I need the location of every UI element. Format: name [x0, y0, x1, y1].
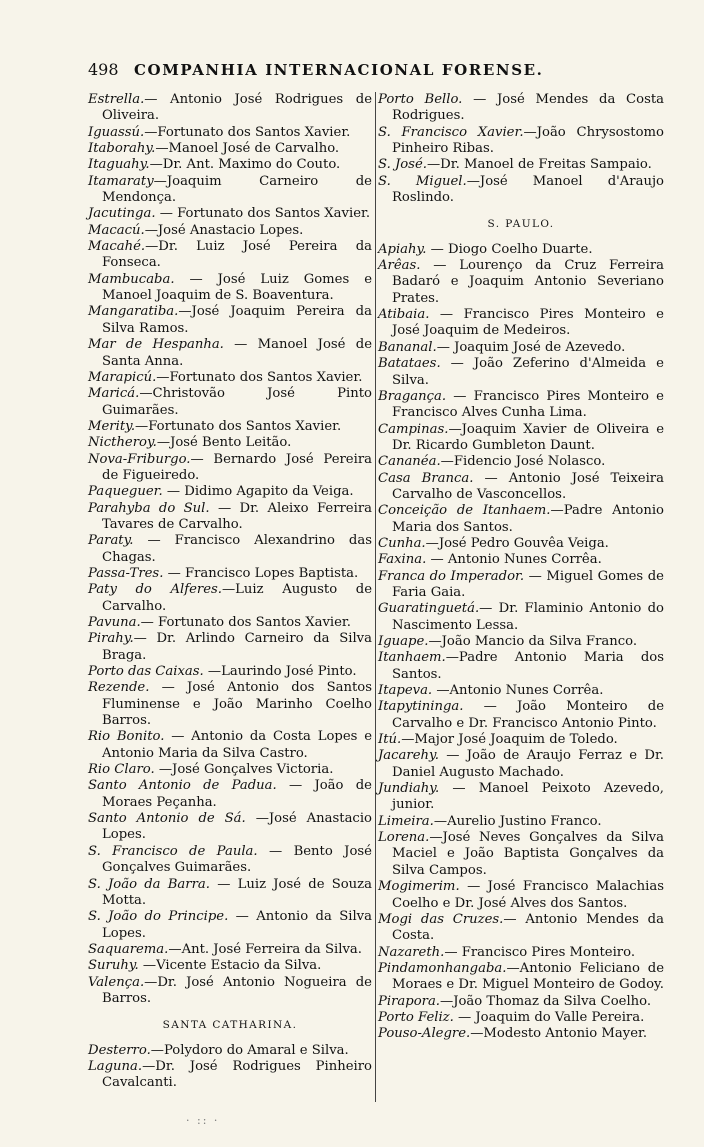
entry-place: Pavuna.	[88, 615, 141, 630]
entry-names: —José Gonçalves Victoria.	[154, 762, 334, 778]
entry-place: Nictheroy.	[88, 435, 157, 451]
entry-place: S. João do Principe.	[88, 909, 229, 925]
entry-names: — Antonio José Rodrigues de Oliveira.	[102, 92, 372, 124]
directory-entry	[378, 258, 664, 307]
entry-place: Jacarehy.	[378, 748, 439, 764]
entry-place: Itú.	[378, 732, 402, 748]
entry-names: —Antonio Feliciano de Moraes e Dr. Miguel Monteiro de Godoy.	[392, 960, 664, 993]
page-header	[88, 60, 668, 79]
entry-place: Itanhaem.	[378, 650, 446, 666]
directory-entry	[88, 125, 372, 141]
directory-entry	[378, 92, 664, 125]
running-title: COMPANHIA INTERNACIONAL FORENSE.	[134, 61, 544, 79]
entry-place: Guaratinguetá.	[378, 601, 480, 617]
entry-place: Pirapora.	[378, 993, 440, 1009]
directory-entry	[88, 958, 372, 974]
entry-place: Pindamonhangaba.	[378, 960, 507, 976]
entry-names: — Diogo Coelho Duarte.	[426, 241, 593, 257]
entry-names: — José Luiz Gomes e Manoel Joaquim de S. Boaventura.	[102, 271, 372, 304]
entry-place: Saquarema.	[88, 941, 169, 957]
entry-names: — Joaquim do Valle Pereira.	[453, 1009, 645, 1025]
entry-place: Franca do Imperador.	[378, 568, 525, 584]
entry-place: Arêas.	[378, 258, 421, 274]
entry-place: S. José.	[378, 157, 427, 173]
entry-place: S. Francisco de Paula.	[88, 843, 258, 859]
directory-entry	[88, 452, 372, 485]
right-entries-b	[378, 242, 664, 1043]
entry-names: —Major José Joaquim de Toledo.	[401, 732, 618, 748]
directory-entry	[88, 1043, 372, 1059]
entry-names: —Luiz Augusto de Carvalho.	[102, 582, 372, 614]
directory-entry	[88, 419, 372, 435]
entry-place: Itaguahy.	[88, 157, 150, 173]
directory-entry	[378, 1010, 664, 1026]
entry-place: Itamaraty	[88, 173, 154, 189]
right-column	[378, 92, 664, 1043]
directory-entry	[378, 307, 664, 340]
entry-place: Estrella.	[88, 92, 145, 107]
directory-entry	[88, 582, 372, 615]
entry-place: Marapicú.	[88, 369, 157, 385]
entry-place: Iguape.	[378, 634, 429, 649]
entry-names: — Francisco Pires Monteiro e Francisco Alves Cunha Lima.	[392, 388, 664, 421]
entry-names: —Modesto Antonio Mayer.	[470, 1026, 648, 1042]
entry-place: Passa-Tres.	[88, 565, 164, 581]
entry-names: — Antonio Mendes da Costa.	[392, 911, 664, 944]
entry-names: — Didimo Agapito da Veiga.	[162, 484, 354, 500]
entry-place: Campinas.	[378, 421, 449, 437]
entry-place: Porto das Caixas.	[88, 664, 204, 680]
entry-place: Mar de Hespanha.	[88, 337, 224, 353]
entry-names: —João Thomaz da Silva Coelho.	[440, 993, 652, 1009]
directory-entry	[88, 778, 372, 811]
directory-entry	[378, 683, 664, 699]
entry-place: Casa Branca.	[378, 470, 474, 486]
column-divider	[375, 92, 376, 1102]
directory-entry	[378, 634, 664, 650]
directory-entry	[88, 157, 372, 173]
entry-names: —José Neves Gonçalves da Silva Maciel e João Baptista Gonçalves da Silva Campos.	[392, 830, 664, 878]
directory-entry	[88, 631, 372, 664]
entry-names: — Antonio da Silva Lopes.	[102, 909, 372, 941]
directory-entry	[378, 125, 664, 158]
directory-entry	[88, 811, 372, 844]
entry-place: S. João da Barra.	[88, 876, 210, 892]
entry-names: — Dr. Flaminio Antonio do Nascimento Lessa.	[392, 601, 664, 633]
entry-names: —José Joaquim Pereira da Silva Ramos.	[102, 304, 372, 336]
entry-names: —João Chrysostomo Pinheiro Ribas.	[392, 124, 664, 157]
directory-entry	[88, 533, 372, 566]
directory-entry	[88, 615, 372, 631]
entry-place: Laguna.	[88, 1058, 143, 1074]
entry-names: — João de Araujo Ferraz e Dr. Daniel Augusto Machado.	[392, 748, 664, 780]
entry-names: —Dr. Manoel de Freitas Sampaio.	[426, 157, 652, 173]
directory-entry	[88, 484, 372, 500]
directory-entry	[378, 781, 664, 814]
entry-names: — Francisco Pires Monteiro.	[444, 944, 636, 960]
entry-place: Parahyba do Sul.	[88, 500, 210, 516]
directory-entry	[88, 1059, 372, 1092]
entry-place: Pouso-Alegre.	[378, 1026, 471, 1042]
entry-names: —José Anastacio Lopes.	[102, 811, 372, 843]
directory-entry	[378, 552, 664, 568]
entry-place: Santo Antonio de Padua.	[88, 778, 277, 794]
directory-entry	[88, 206, 372, 222]
directory-entry	[378, 242, 664, 258]
entry-names: — Manoel José de Santa Anna.	[102, 337, 372, 369]
entry-names: — Dr. Aleixo Ferreira Tavares de Carvalho.	[102, 500, 372, 532]
directory-entry	[378, 340, 664, 356]
section-title-santa-catharina: SANTA CATHARINA.	[162, 1019, 298, 1032]
entry-place: Limeira.	[378, 813, 434, 829]
entry-place: Mogimerim.	[378, 879, 460, 895]
directory-entry	[378, 471, 664, 504]
directory-entry	[378, 994, 664, 1010]
directory-entry	[88, 942, 372, 958]
directory-entry	[88, 664, 372, 680]
entry-place: Apiahy.	[378, 241, 427, 257]
entry-names: —Padre Antonio Maria dos Santos.	[392, 503, 664, 535]
printer-mark: · :: ·	[186, 1114, 220, 1127]
entry-place: Lorena.	[378, 830, 430, 846]
entry-names: —Christovão José Pinto Guimarães.	[102, 386, 372, 418]
directory-entry	[378, 699, 664, 732]
entry-names: — Fortunato dos Santos Xavier.	[155, 206, 371, 222]
entry-names: — Antonio José Teixeira Carvalho de Vasconcellos.	[392, 470, 664, 502]
entry-names: — Joaquim José de Azevedo.	[436, 339, 626, 355]
entry-place: Paraty.	[88, 533, 134, 549]
entry-names: —Aurelio Justino Franco.	[433, 813, 602, 829]
directory-entry	[88, 239, 372, 272]
entry-names: —Fortunato dos Santos Xavier.	[156, 369, 363, 385]
entry-names: —José Pedro Gouvêa Veiga.	[425, 535, 609, 551]
directory-entry	[378, 422, 664, 455]
entry-names: —Joaquim Xavier de Oliveira e Dr. Ricardo Gumbleton Daunt.	[392, 421, 664, 453]
entry-place: Jacutinga.	[88, 206, 156, 222]
entry-names: — Luiz José de Souza Motta.	[102, 876, 372, 908]
entry-place: Rio Claro.	[88, 762, 155, 778]
directory-entry	[378, 1026, 664, 1042]
entry-place: Santo Antonio de Sá.	[88, 811, 246, 827]
entry-place: Porto Feliz.	[378, 1009, 454, 1025]
directory-entry	[378, 536, 664, 552]
directory-entry	[88, 223, 372, 239]
left-entries-b	[88, 1043, 372, 1092]
entry-names: — João Monteiro de Carvalho e Dr. Francisco Antonio Pinto.	[392, 699, 664, 731]
directory-entry	[378, 912, 664, 945]
entry-names: — Bento José Gonçalves Guimarães.	[102, 843, 372, 876]
entry-place: Macacú.	[88, 222, 145, 238]
directory-entry	[88, 435, 372, 451]
entry-names: —Antonio Nunes Corrêa.	[432, 683, 604, 699]
entry-place: Iguassú.	[88, 124, 145, 140]
left-column	[88, 92, 372, 1092]
entry-place: Bananal.	[378, 339, 437, 355]
entry-names: —Fortunato dos Santos Xavier.	[135, 418, 342, 434]
directory-entry	[88, 680, 372, 729]
entry-place: Maricá.	[88, 386, 140, 402]
entry-names: — João Zeferino d'Almeida e Silva.	[392, 356, 664, 388]
entry-names: — Francisco Pires Monteiro e José Joaquim de Medeiros.	[392, 307, 664, 339]
entry-names: —João Mancio da Silva Franco.	[428, 634, 638, 649]
entry-names: — Manoel Peixoto Azevedo, junior.	[392, 781, 664, 813]
section-title-s-paulo: S. PAULO.	[487, 218, 555, 231]
directory-entry	[378, 945, 664, 961]
entry-names: —José Anastacio Lopes.	[144, 222, 304, 238]
entry-place: Faxina.	[378, 552, 427, 568]
entry-names: — Dr. Arlindo Carneiro da Silva Braga.	[102, 631, 372, 663]
entry-names: — Bernardo José Pereira de Figueiredo.	[102, 451, 372, 483]
directory-entry	[378, 830, 664, 879]
directory-entry	[88, 501, 372, 534]
entry-names: — João de Moraes Peçanha.	[102, 778, 372, 810]
entry-names: —Ant. José Ferreira da Silva.	[168, 941, 362, 957]
directory-entry	[88, 370, 372, 386]
directory-entry	[88, 762, 372, 778]
entry-place: Suruhy.	[88, 958, 139, 974]
directory-entry	[88, 141, 372, 157]
entry-place: Itaborahy.	[88, 141, 156, 157]
entry-place: Mambucaba.	[88, 271, 175, 287]
directory-entry	[88, 92, 372, 125]
entry-place: Porto Bello.	[378, 92, 463, 107]
directory-entry	[378, 389, 664, 422]
entry-place: Desterro.	[88, 1042, 151, 1058]
entry-names: — Miguel Gomes de Faria Gaia.	[392, 568, 664, 600]
entry-place: Cunha.	[378, 535, 426, 551]
entry-place: Merity.	[88, 418, 136, 434]
entry-place: Batataes.	[378, 356, 441, 372]
entry-names: —Dr. José Rodrigues Pinheiro Cavalcanti.	[102, 1058, 372, 1091]
directory-entry	[378, 356, 664, 389]
entry-names: — Francisco Alexandrino das Chagas.	[102, 533, 372, 565]
entry-names: —Laurindo José Pinto.	[203, 664, 357, 680]
entry-place: Mangaratiba.	[88, 304, 179, 320]
directory-entry	[378, 814, 664, 830]
directory-entry	[88, 272, 372, 305]
entry-names: — José Mendes da Costa Rodrigues.	[392, 92, 665, 124]
directory-entry	[88, 844, 372, 877]
entry-names: —Polydoro do Amaral e Silva.	[150, 1042, 349, 1058]
directory-entry	[378, 454, 664, 470]
entry-place: Valença.	[88, 974, 145, 990]
entry-names: —José Manoel d'Araujo Roslindo.	[392, 173, 664, 206]
entry-names: —José Bento Leitão.	[156, 435, 292, 451]
directory-entry	[378, 503, 664, 536]
entry-names: — Antonio Nunes Corrêa.	[426, 552, 602, 568]
entry-place: Macahé.	[88, 239, 146, 255]
directory-entry	[88, 729, 372, 762]
entry-place: Conceição de Itanhaem.	[378, 503, 551, 519]
directory-entry	[88, 909, 372, 942]
entry-names: — Antonio da Costa Lopes e Antonio Maria da Silva Castro.	[102, 729, 372, 761]
right-entries-a	[378, 92, 664, 206]
entry-names: —Fidencio José Nolasco.	[440, 454, 606, 470]
entry-names: —Padre Antonio Maria dos Santos.	[392, 650, 664, 682]
entry-place: Jundiahy.	[378, 781, 440, 797]
directory-entry	[88, 877, 372, 910]
entry-place: Mogi das Cruzes.	[378, 911, 504, 927]
entry-names: — Fortunato dos Santos Xavier.	[140, 615, 351, 630]
directory-entry	[88, 174, 372, 207]
directory-entry	[378, 174, 664, 207]
entry-names: —Fortunato dos Santos Xavier.	[144, 124, 351, 140]
directory-entry	[378, 748, 664, 781]
directory-entry	[88, 337, 372, 370]
page-number: 498	[88, 60, 119, 79]
entry-names: — José Antonio dos Santos Fluminense e João Marinho Coelho Barros.	[102, 680, 372, 729]
entry-names: —Dr. José Antonio Nogueira de Barros.	[102, 974, 372, 1006]
directory-entry	[88, 386, 372, 419]
entry-names: — José Francisco Malachias Coelho e Dr. José Alves dos Santos.	[392, 879, 664, 911]
directory-entry	[88, 304, 372, 337]
entry-names: —Dr. Luiz José Pereira da Fonseca.	[102, 239, 372, 271]
entry-names: —Dr. Ant. Maximo do Couto.	[149, 157, 341, 173]
directory-entry	[378, 650, 664, 683]
directory-entry	[378, 157, 664, 173]
entry-names: —Manoel José de Carvalho.	[155, 141, 340, 157]
directory-entry	[378, 732, 664, 748]
entry-place: Rio Bonito.	[88, 729, 165, 745]
directory-entry	[88, 566, 372, 582]
entry-names: —Vicente Estacio da Silva.	[138, 958, 322, 974]
entry-place: Rezende.	[88, 680, 150, 696]
directory-entry	[378, 961, 664, 994]
directory-entry	[378, 601, 664, 634]
entry-place: Pirahy.	[88, 631, 134, 647]
entry-place: Cananéa.	[378, 454, 441, 470]
directory-entry	[378, 879, 664, 912]
left-entries-a	[88, 92, 372, 1007]
entry-names: — Francisco Lopes Baptista.	[163, 565, 359, 581]
entry-place: Paty do Alferes.	[88, 582, 222, 598]
entry-place: S. Francisco Xavier.	[378, 124, 524, 140]
entry-names: — Lourenço da Cruz Ferreira Badaró e Joaquim Antonio Severiano Prates.	[392, 258, 664, 306]
directory-entry	[88, 975, 372, 1008]
entry-place: Itapeva.	[378, 683, 433, 699]
entry-place: Nazareth.	[378, 944, 445, 960]
entry-place: Nova-Friburgo.	[88, 451, 191, 467]
entry-place: Paqueguer.	[88, 484, 163, 500]
entry-place: Itapytininga.	[378, 699, 464, 715]
entry-names: —Joaquim Carneiro de Mendonça.	[102, 173, 372, 206]
entry-place: Bragança.	[378, 388, 447, 404]
entry-place: S. Miguel.	[378, 173, 467, 189]
directory-entry	[378, 569, 664, 602]
entry-place: Atibaia.	[378, 307, 430, 323]
